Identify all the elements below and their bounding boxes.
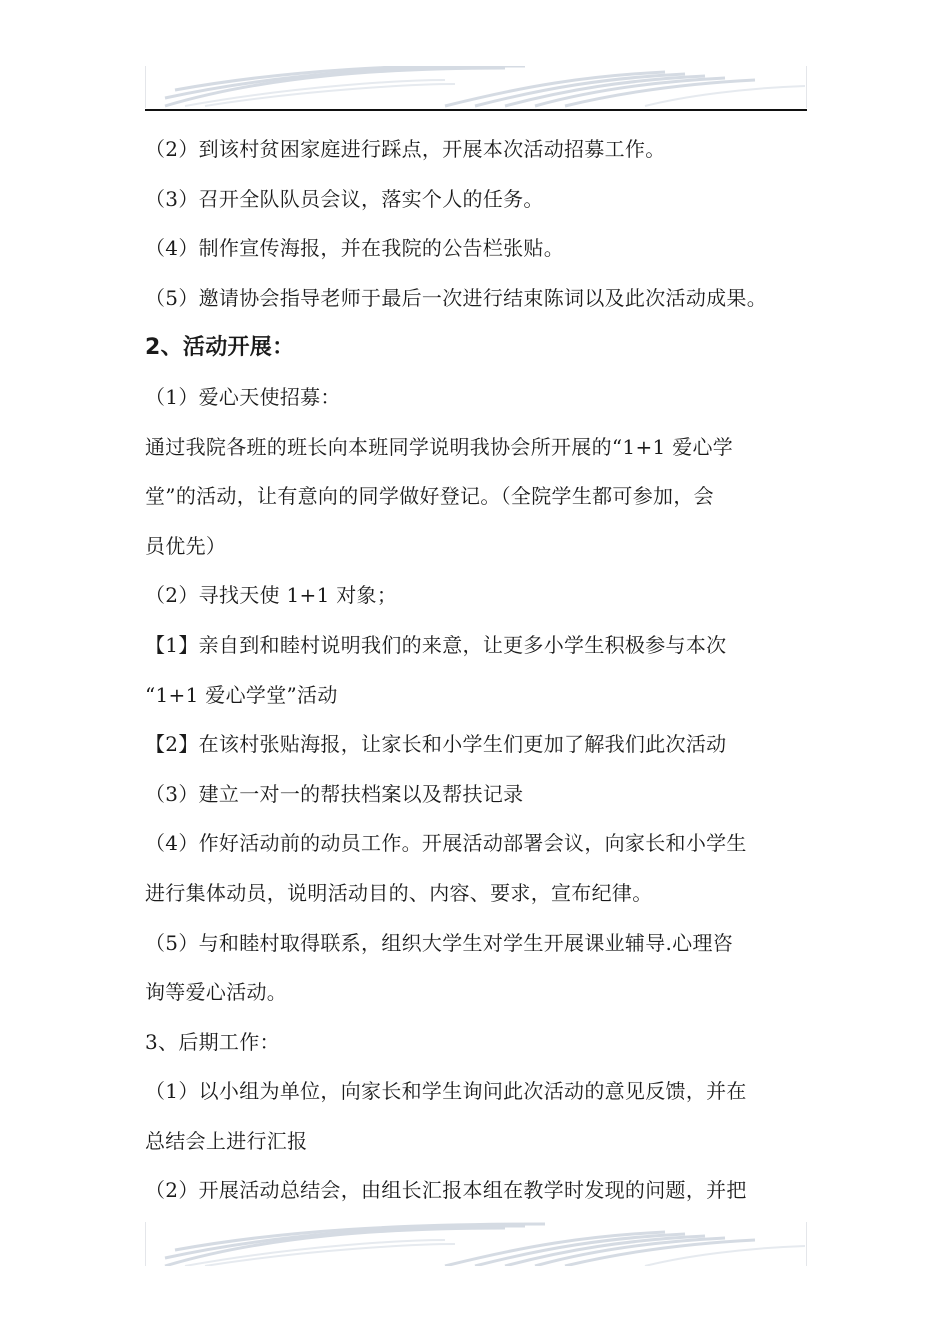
- body-line: （5）邀请协会指导老师于最后一次进行结束陈词以及此次活动成果。: [145, 285, 768, 310]
- section-heading: 2、活动开展：: [145, 335, 295, 361]
- body-line: （5）与和睦村取得联系，组织大学生对学生开展课业辅导.心理咨: [145, 930, 734, 955]
- body-line: 通过我院各班的班长向本班同学说明我协会所开展的“1+1 爱心学: [145, 434, 734, 459]
- body-line: 总结会上进行汇报: [145, 1128, 308, 1153]
- body-line: （3）召开全队队员会议，落实个人的任务。: [145, 186, 544, 211]
- body-line: （1）爱心天使招募：: [145, 384, 341, 409]
- body-line: （3）建立一对一的帮扶档案以及帮扶记录: [145, 781, 524, 806]
- body-line: 员优先）: [145, 533, 227, 558]
- body-line: （1）以小组为单位，向家长和学生询问此次活动的意见反馈，并在: [145, 1079, 747, 1104]
- body-line: 询等爱心活动。: [145, 980, 288, 1005]
- header-wave-decoration: [145, 66, 807, 108]
- section-heading: 3、后期工作：: [145, 1029, 280, 1054]
- body-line: （4）制作宣传海报，并在我院的公告栏张贴。: [145, 236, 565, 261]
- body-line: （4）作好活动前的动员工作。开展活动部署会议，向家长和小学生: [145, 831, 747, 856]
- document-body: [145, 125, 810, 1216]
- body-line: （2）到该村贫困家庭进行踩点，开展本次活动招募工作。: [145, 137, 666, 161]
- body-line: 【2】在该村张贴海报，让家长和小学生们更加了解我们此次活动: [145, 732, 727, 757]
- body-line: （2）开展活动总结会，由组长汇报本组在教学时发现的问题，并把: [145, 1178, 747, 1203]
- body-line: 【1】亲自到和睦村说明我们的来意，让更多小学生积极参与本次: [145, 632, 727, 657]
- header-rule: [145, 109, 807, 111]
- body-line: （2）寻找天使 1+1 对象；: [145, 583, 398, 608]
- footer-wave-decoration: [145, 1222, 807, 1266]
- body-line: 进行集体动员，说明活动目的、内容、要求，宣布纪律。: [145, 880, 653, 905]
- body-line: “1+1 爱心学堂”活动: [145, 682, 338, 707]
- body-line: 堂”的活动，让有意向的同学做好登记。（全院学生都可参加，会: [145, 484, 714, 509]
